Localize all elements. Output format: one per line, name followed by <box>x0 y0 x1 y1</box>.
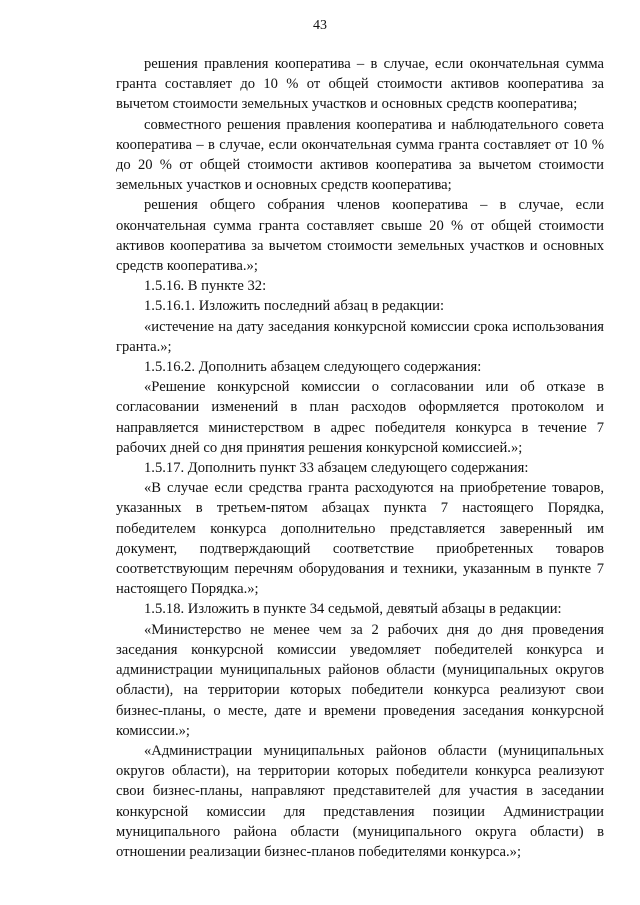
clause-1-5-17: 1.5.17. Дополнить пункт 33 абзацем следующего содержания: <box>144 460 529 477</box>
paragraph-administrations: «Администрации муниципальных районов области (муниципальных округов области), на территории которых победители конкурса реализуют свои бизнес-планы, направляют представителей для участия в заседании конкурсной комиссии для представления позиции Администрации муниципального района области (муниципального округа области) в отношении реализации бизнес-планов победителями конкурса.»; <box>116 742 604 860</box>
paragraph-ministry-notice: «Министерство не менее чем за 2 рабочих дня до дня проведения заседания конкурсной комиссии уведомляет победителей конкурса и администрации муниципальных районов области (муниципальных округов области), на территории которых победители конкурса реализуют свои бизнес-планы, о месте, дате и времени проведения заседания конкурсной комиссии.»; <box>116 621 604 739</box>
paragraph-general-meeting: решения общего собрания членов кооператива – в случае, если окончательная сумма гранта составляет свыше 20 % от общей стоимости активов кооператива за вычетом стоимости земельных участков и основных средств кооператива.»; <box>116 197 604 275</box>
page-number: 43 <box>313 18 327 33</box>
paragraph-grant-goods: «В случае если средства гранта расходуются на приобретение товаров, указанных в третьем-пятом абзацах пункта 7 настоящего Порядка, победителем конкурса дополнительно представляется заверенный им документ, подтверждающий соответствие приобретенных товаров соответствующим перечням оборудования и техники, указанным в пункте 7 настоящего Порядка.»; <box>116 480 604 598</box>
paragraph-board-decision: решения правления кооператива – в случае, если окончательная сумма гранта составляет до 10 % от общей стоимости активов кооператива за вычетом стоимости земельных участков и основных средств кооператива; <box>116 56 604 113</box>
paragraph-commission-decision: «Решение конкурсной комиссии о согласовании или об отказе в согласовании изменений в план расходов оформляется протоколом и направляется министерством в адрес победителя конкурса в течение 7 рабочих дней со дня принятия решения конкурсной комиссией.»; <box>116 379 604 456</box>
clause-1-5-16-2: 1.5.16.2. Дополнить абзацем следующего содержания: <box>144 359 482 376</box>
clause-1-5-18: 1.5.18. Изложить в пункте 34 седьмой, девятый абзацы в редакции: <box>144 601 562 618</box>
paragraph-grant-expiry: «истечение на дату заседания конкурсной комиссии срока использования гранта.»; <box>116 318 604 355</box>
clause-1-5-16: 1.5.16. В пункте 32: <box>144 278 267 295</box>
clause-1-5-16-1: 1.5.16.1. Изложить последний абзац в редакции: <box>144 298 445 315</box>
document-body <box>116 54 604 862</box>
paragraph-joint-decision: совместного решения правления кооператива и наблюдательного совета кооператива – в случае, если окончательная сумма гранта составляет от 10 % до 20 % от общей стоимости активов кооператива за вычетом стоимости земельных участков и основных средств кооператива; <box>116 116 604 194</box>
